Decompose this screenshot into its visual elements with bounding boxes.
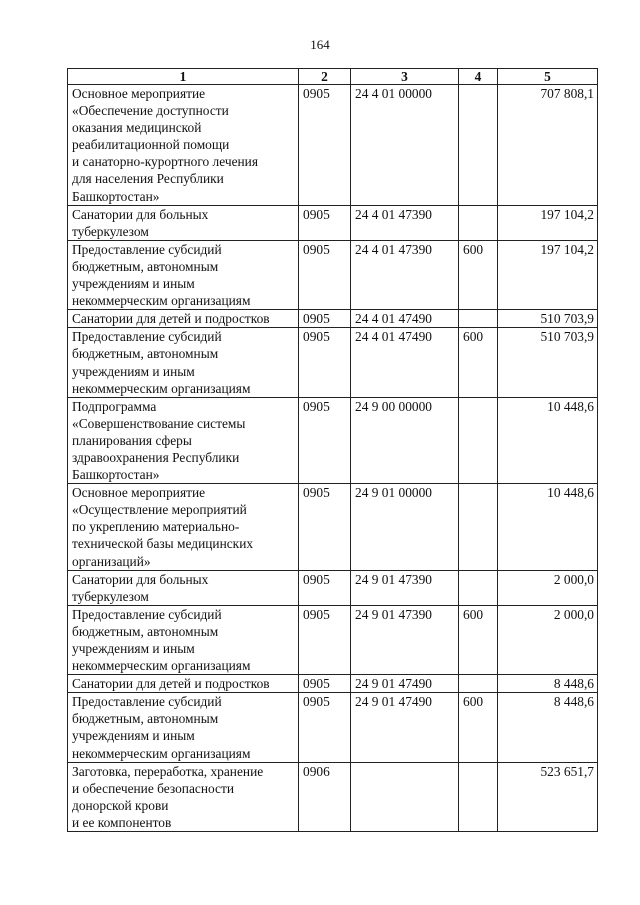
column-header-4: 4: [459, 69, 498, 85]
row-description: Санатории для больных туберкулезом: [68, 205, 299, 240]
row-program-code: 24 9 01 00000: [351, 484, 459, 570]
row-program-code: 24 4 01 47490: [351, 328, 459, 397]
row-description: Санатории для детей и подростков: [68, 675, 299, 693]
row-amount: 2 000,0: [498, 605, 598, 674]
row-amount: 523 651,7: [498, 762, 598, 831]
row-program-code: 24 4 01 00000: [351, 85, 459, 206]
row-program-code: 24 9 01 47490: [351, 693, 459, 762]
row-program-code: 24 9 00 00000: [351, 397, 459, 483]
table-row: [68, 205, 598, 240]
row-program-code: [351, 762, 459, 831]
row-expense-type: [459, 310, 498, 328]
row-description: Основное мероприятие «Осуществление мероприятий по укреплению материально- технической базы медицинских организаций»: [68, 484, 299, 570]
row-amount: 2 000,0: [498, 570, 598, 605]
row-section-code: 0905: [299, 205, 351, 240]
row-section-code: 0905: [299, 310, 351, 328]
row-description: Предоставление субсидий бюджетным, автономным учреждениям и иным некоммерческим организациям: [68, 328, 299, 397]
row-expense-type: 600: [459, 693, 498, 762]
table-header-row: [68, 69, 598, 85]
row-description: Заготовка, переработка, хранение и обеспечение безопасности донорской крови и ее компонентов: [68, 762, 299, 831]
row-section-code: 0905: [299, 328, 351, 397]
row-expense-type: [459, 397, 498, 483]
column-header-1: 1: [68, 69, 299, 85]
row-amount: 707 808,1: [498, 85, 598, 206]
row-expense-type: [459, 85, 498, 206]
row-amount: 510 703,9: [498, 328, 598, 397]
column-header-3: 3: [351, 69, 459, 85]
budget-table: [67, 68, 598, 832]
row-expense-type: [459, 762, 498, 831]
table-row: [68, 605, 598, 674]
row-section-code: 0905: [299, 397, 351, 483]
row-section-code: 0905: [299, 693, 351, 762]
table-row: [68, 762, 598, 831]
row-amount: 8 448,6: [498, 693, 598, 762]
row-amount: 10 448,6: [498, 484, 598, 570]
column-header-2: 2: [299, 69, 351, 85]
table-row: [68, 570, 598, 605]
page-number: 164: [310, 37, 330, 52]
row-program-code: 24 4 01 47490: [351, 310, 459, 328]
row-section-code: 0905: [299, 605, 351, 674]
table-row: [68, 675, 598, 693]
row-description: Основное мероприятие «Обеспечение доступности оказания медицинской реабилитационной помощи и санаторно-курортного лечения для населения Республики Башкортостан»: [68, 85, 299, 206]
row-program-code: 24 9 01 47390: [351, 605, 459, 674]
row-section-code: 0905: [299, 240, 351, 309]
row-description: Предоставление субсидий бюджетным, автономным учреждениям и иным некоммерческим организациям: [68, 605, 299, 674]
row-description: Санатории для больных туберкулезом: [68, 570, 299, 605]
row-description: Санатории для детей и подростков: [68, 310, 299, 328]
row-section-code: 0905: [299, 85, 351, 206]
row-expense-type: 600: [459, 240, 498, 309]
table-row: [68, 328, 598, 397]
row-amount: 197 104,2: [498, 205, 598, 240]
row-description: Предоставление субсидий бюджетным, автономным учреждениям и иным некоммерческим организациям: [68, 693, 299, 762]
row-expense-type: 600: [459, 605, 498, 674]
row-amount: 10 448,6: [498, 397, 598, 483]
row-description: Предоставление субсидий бюджетным, автономным учреждениям и иным некоммерческим организациям: [68, 240, 299, 309]
row-amount: 8 448,6: [498, 675, 598, 693]
table-row: [68, 693, 598, 762]
row-program-code: 24 4 01 47390: [351, 240, 459, 309]
row-expense-type: [459, 484, 498, 570]
table-row: [68, 397, 598, 483]
row-expense-type: [459, 570, 498, 605]
row-section-code: 0905: [299, 484, 351, 570]
table-row: [68, 85, 598, 206]
row-expense-type: [459, 675, 498, 693]
row-program-code: 24 4 01 47390: [351, 205, 459, 240]
row-amount: 510 703,9: [498, 310, 598, 328]
table-body: [68, 85, 598, 832]
table-row: [68, 484, 598, 570]
row-program-code: 24 9 01 47490: [351, 675, 459, 693]
row-amount: 197 104,2: [498, 240, 598, 309]
row-description: Подпрограмма «Совершенствование системы планирования сферы здравоохранения Республики Башкортостан»: [68, 397, 299, 483]
column-header-5: 5: [498, 69, 598, 85]
row-expense-type: [459, 205, 498, 240]
table-row: [68, 240, 598, 309]
row-section-code: 0905: [299, 675, 351, 693]
table-row: [68, 310, 598, 328]
row-section-code: 0906: [299, 762, 351, 831]
row-section-code: 0905: [299, 570, 351, 605]
row-expense-type: 600: [459, 328, 498, 397]
row-program-code: 24 9 01 47390: [351, 570, 459, 605]
